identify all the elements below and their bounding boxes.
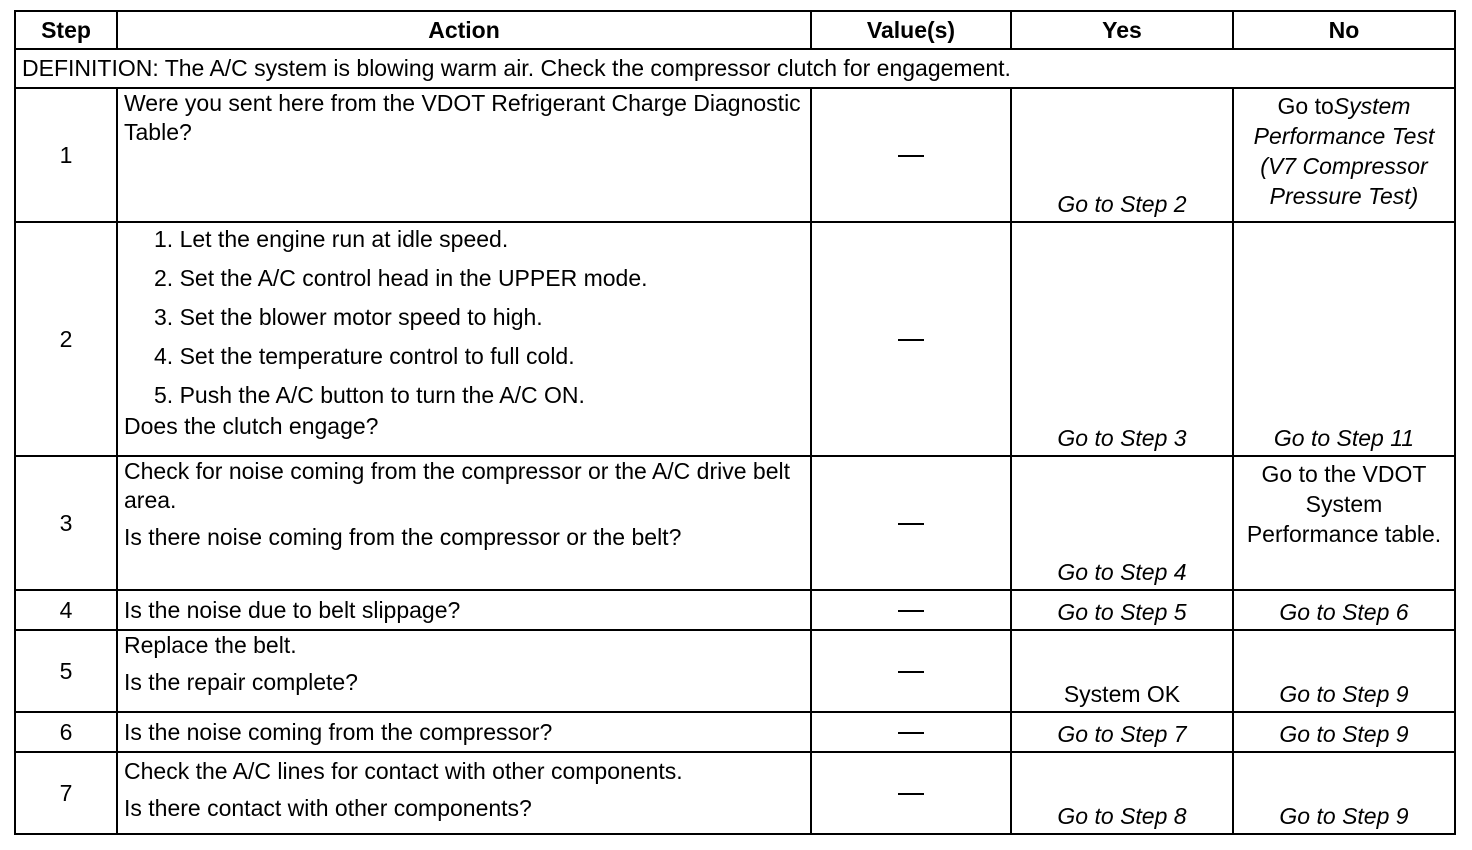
action-cell — [117, 712, 811, 752]
action-cell — [117, 456, 811, 590]
value-dash — [898, 671, 924, 673]
step-number: 3 — [15, 456, 117, 590]
yes-cell: Go to Step 4 — [1011, 456, 1233, 590]
header-no: No — [1233, 11, 1455, 49]
list-item: 3. Set the blower motor speed to high. — [154, 304, 543, 330]
question-text: Is there contact with other components? — [124, 795, 532, 821]
list-item: 1. Let the engine run at idle speed. — [154, 226, 509, 252]
action-text: Replace the belt. — [124, 632, 297, 658]
header-step: Step — [15, 11, 117, 49]
definition-row — [15, 49, 1455, 88]
definition-text: DEFINITION: The A/C system is blowing warm air. Check the compressor clutch for engagement. — [15, 49, 1455, 88]
yes-cell: System OK — [1011, 630, 1233, 712]
table-row — [15, 752, 1455, 834]
value-cell — [811, 222, 1011, 456]
value-dash — [898, 793, 924, 795]
list-item: 4. Set the temperature control to full cold. — [154, 343, 575, 369]
action-cell — [117, 222, 811, 456]
no-cell: Go to Step 9 — [1233, 630, 1455, 712]
question-text: Does the clutch engage? — [124, 413, 379, 439]
value-cell — [811, 630, 1011, 712]
no-cell — [1233, 88, 1455, 222]
table-row — [15, 590, 1455, 630]
table-row — [15, 712, 1455, 752]
yes-cell: Go to Step 2 — [1011, 88, 1233, 222]
action-cell — [117, 752, 811, 834]
question-text: Is the repair complete? — [124, 669, 358, 695]
list-item: 2. Set the A/C control head in the UPPER mode. — [154, 265, 648, 291]
no-prefix: Go to — [1277, 93, 1334, 119]
procedure-list — [124, 225, 804, 410]
value-cell — [811, 456, 1011, 590]
value-dash — [898, 732, 924, 734]
table-row — [15, 222, 1455, 456]
step-number: 7 — [15, 752, 117, 834]
step-number: 5 — [15, 630, 117, 712]
value-dash — [898, 339, 924, 341]
value-dash — [898, 155, 924, 157]
no-cell: Go to Step 6 — [1233, 590, 1455, 630]
yes-cell: Go to Step 7 — [1011, 712, 1233, 752]
no-cell: Go to the VDOT System Performance table. — [1233, 456, 1455, 590]
no-link-text: System Performance Test (V7 Compressor Pressure Test) — [1253, 93, 1435, 209]
action-text: Is the noise due to belt slippage? — [124, 596, 461, 623]
value-cell — [811, 752, 1011, 834]
list-item: 5. Push the A/C button to turn the A/C ON. — [154, 382, 585, 408]
step-number: 4 — [15, 590, 117, 630]
header-row — [15, 11, 1455, 49]
question-text: Is there noise coming from the compressor or the belt? — [124, 524, 682, 550]
step-number: 6 — [15, 712, 117, 752]
header-yes: Yes — [1011, 11, 1233, 49]
action-text: Check the A/C lines for contact with other components. — [124, 758, 683, 784]
value-dash — [898, 610, 924, 612]
value-cell — [811, 590, 1011, 630]
no-cell: Go to Step 11 — [1233, 222, 1455, 456]
action-cell — [117, 630, 811, 712]
yes-cell: Go to Step 8 — [1011, 752, 1233, 834]
header-action: Action — [117, 11, 811, 49]
no-cell: Go to Step 9 — [1233, 752, 1455, 834]
table-row — [15, 88, 1455, 222]
no-cell: Go to Step 9 — [1233, 712, 1455, 752]
header-values: Value(s) — [811, 11, 1011, 49]
table-row — [15, 630, 1455, 712]
table-row — [15, 456, 1455, 590]
yes-cell: Go to Step 3 — [1011, 222, 1233, 456]
action-cell — [117, 590, 811, 630]
value-dash — [898, 523, 924, 525]
value-cell — [811, 88, 1011, 222]
step-number: 1 — [15, 88, 117, 222]
action-cell — [117, 88, 811, 222]
yes-cell: Go to Step 5 — [1011, 590, 1233, 630]
action-text: Is the noise coming from the compressor? — [124, 718, 553, 745]
value-cell — [811, 712, 1011, 752]
action-text: Check for noise coming from the compressor or the A/C drive belt area. — [124, 458, 791, 513]
action-text: Were you sent here from the VDOT Refrigerant Charge Diagnostic Table? — [124, 90, 801, 145]
step-number: 2 — [15, 222, 117, 456]
diagnostic-table — [14, 10, 1456, 835]
